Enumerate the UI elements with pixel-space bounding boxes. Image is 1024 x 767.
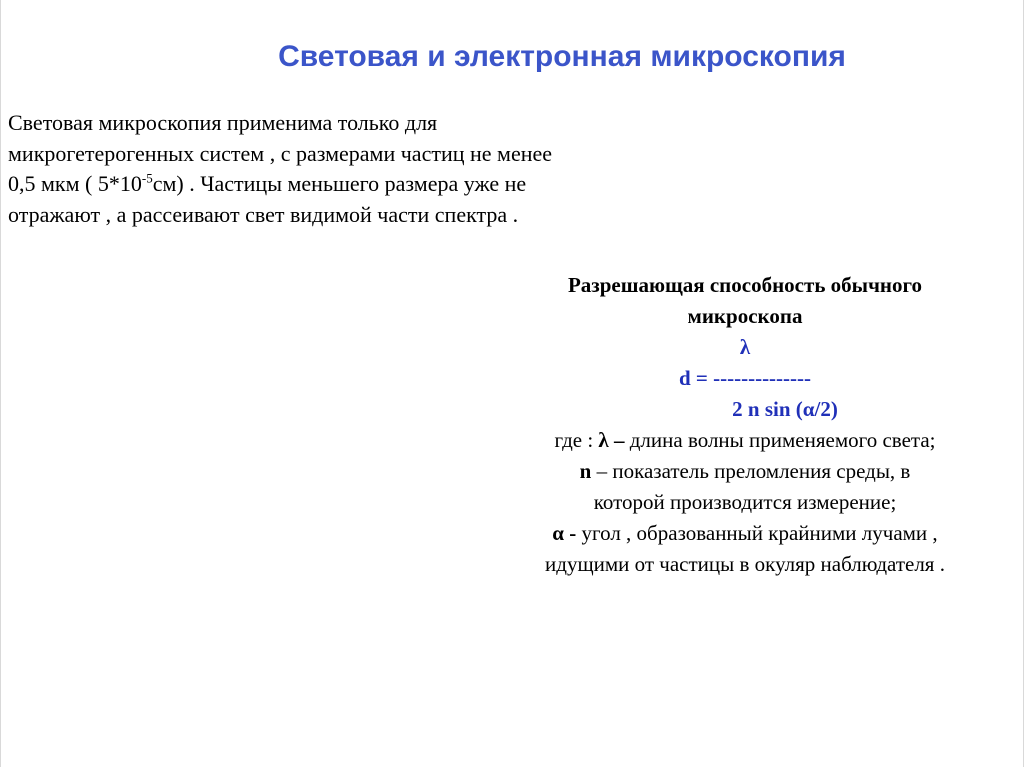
slide-left-border [0, 0, 1, 767]
formula-numerator: λ [739, 335, 751, 359]
formula-denominator: 2 n sin (α/2) [732, 397, 838, 421]
resolution-heading-line1: Разрешающая способность обычного [567, 273, 923, 297]
where-prefix: где : [554, 428, 599, 452]
lambda-symbol: λ – [598, 428, 625, 452]
alpha-definition-line1: угол , образованный крайними лучами , [576, 521, 938, 545]
alpha-symbol: α - [552, 521, 577, 545]
n-definition-line2: которой производится измерение; [593, 490, 897, 514]
lambda-definition: длина волны применяемого света; [624, 428, 936, 452]
n-symbol: n [579, 459, 592, 483]
intro-text-part2: см) . Частицы меньшего размера уже не отражают , а рассеивают свет видимой части спектра . [8, 171, 527, 227]
alpha-line [480, 518, 1010, 549]
resolution-block [480, 270, 1010, 580]
intro-text-part1: Световая микроскопия применима только для микрогетерогенных систем , с размерами частиц не менее 0,5 мкм ( 5*10 [8, 110, 553, 196]
formula-main-line: d = -------------- [678, 366, 812, 390]
intro-exponent: -5 [141, 170, 153, 186]
n-definition-line1: – показатель преломления среды, в [591, 459, 911, 483]
resolution-heading-line2: микроскопа [687, 304, 803, 328]
alpha-definition-line2: идущими от частицы в окуляр наблюдателя . [545, 552, 945, 576]
intro-paragraph [8, 108, 568, 230]
slide-title: Световая и электронная микроскопия [278, 40, 846, 73]
n-line [480, 456, 1010, 487]
where-lambda-line [480, 425, 1010, 456]
